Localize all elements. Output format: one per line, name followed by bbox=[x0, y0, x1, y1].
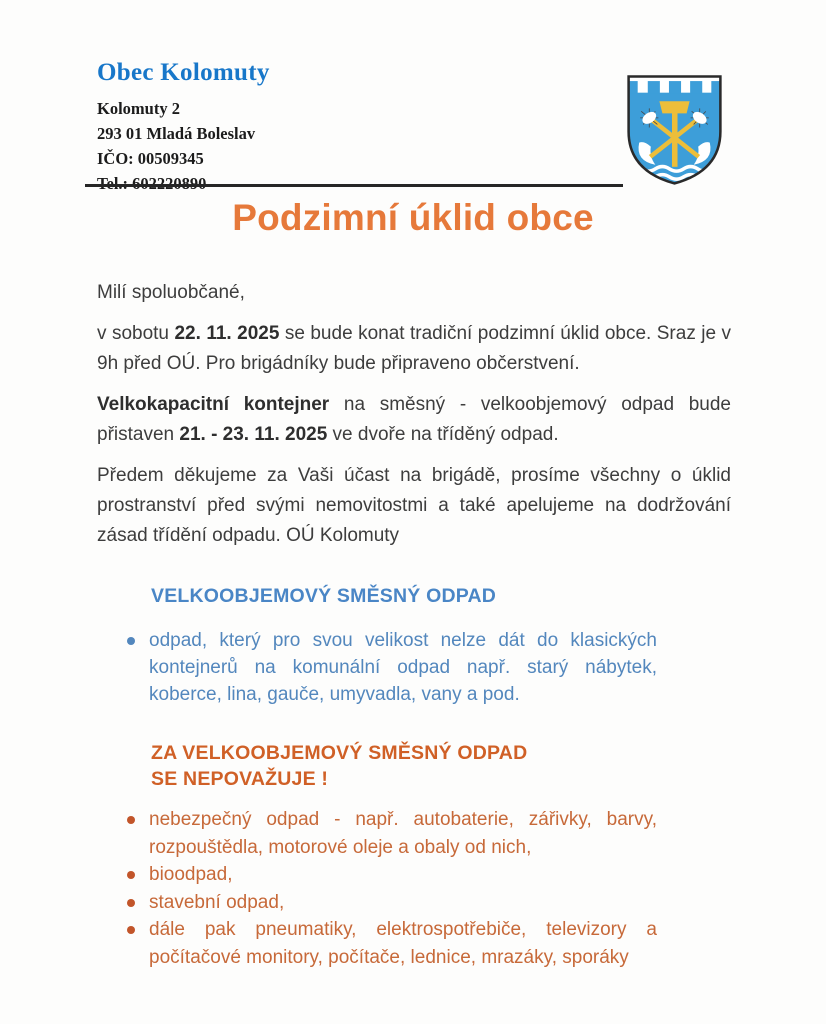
container-dates: 21. - 23. 11. 2025 bbox=[179, 424, 328, 445]
excluded-heading-line1: ZA VELKOOBJEMOVÝ SMĚSNÝ ODPAD bbox=[151, 742, 528, 764]
excluded-heading-line2: SE NEPOVAŽUJE ! bbox=[151, 768, 329, 790]
excluded-waste-list bbox=[125, 806, 657, 971]
salutation: Milí spoluobčané, bbox=[97, 282, 245, 303]
organization-name: Obec Kolomuty bbox=[97, 59, 270, 86]
list-item: nebezpečný odpad - např. autobaterie, zářivky, barvy, rozpouštědla, motorové oleje a obaly od nich, bbox=[125, 806, 657, 861]
intro-text bbox=[97, 278, 731, 562]
bulky-waste-heading: VELKOOBJEMOVÝ SMĚSNÝ ODPAD bbox=[151, 585, 497, 607]
coat-of-arms-icon bbox=[624, 72, 725, 188]
address-line-street: Kolomuty 2 bbox=[97, 99, 180, 118]
container-label: Velkokapacitní kontejner bbox=[97, 394, 330, 415]
list-item: dále pak pneumatiky, elektrospotřebiče, televizory a počítačové monitory, počítače, lednice, mrazáky, sporáky bbox=[125, 916, 657, 971]
header-divider bbox=[85, 184, 623, 187]
list-item: bioodpad, bbox=[125, 861, 657, 889]
paragraph-container: Velkokapacitní kontejner na směsný - velkoobjemový odpad bude přistaven 21. - 23. 11. 2025 ve dvoře na tříděný odpad. bbox=[97, 394, 731, 445]
letterhead bbox=[97, 58, 270, 196]
paragraph-thanks: Předem děkujeme za Vaši účast na brigádě, prosíme všechny o úklid prostranství před svými nemovitostmi a také apelujeme na dodržování zásad třídění odpadu. OÚ Kolomuty bbox=[97, 465, 731, 546]
address-line-city: 293 01 Mladá Boleslav bbox=[97, 124, 256, 143]
list-item: odpad, který pro svou velikost nelze dát do klasických kontejnerů na komunální odpad např. starý nábytek, koberce, lina, gauče, umyvadla, vany a pod. bbox=[125, 627, 657, 708]
excluded-waste-heading bbox=[151, 740, 527, 792]
paragraph-event-date: v sobotu 22. 11. 2025 se bude konat tradiční podzimní úklid obce. Sraz je v 9h před OÚ. Pro brigádníky bude připraveno občerstvení. bbox=[97, 323, 732, 374]
address-line-tel: Tel.: 602220890 bbox=[97, 174, 207, 193]
bulky-waste-list bbox=[125, 627, 657, 708]
list-item: stavební odpad, bbox=[125, 889, 657, 917]
address-line-ico: IČO: 00509345 bbox=[97, 149, 204, 168]
event-date: 22. 11. 2025 bbox=[174, 323, 280, 344]
page-title: Podzimní úklid obce bbox=[232, 197, 594, 238]
